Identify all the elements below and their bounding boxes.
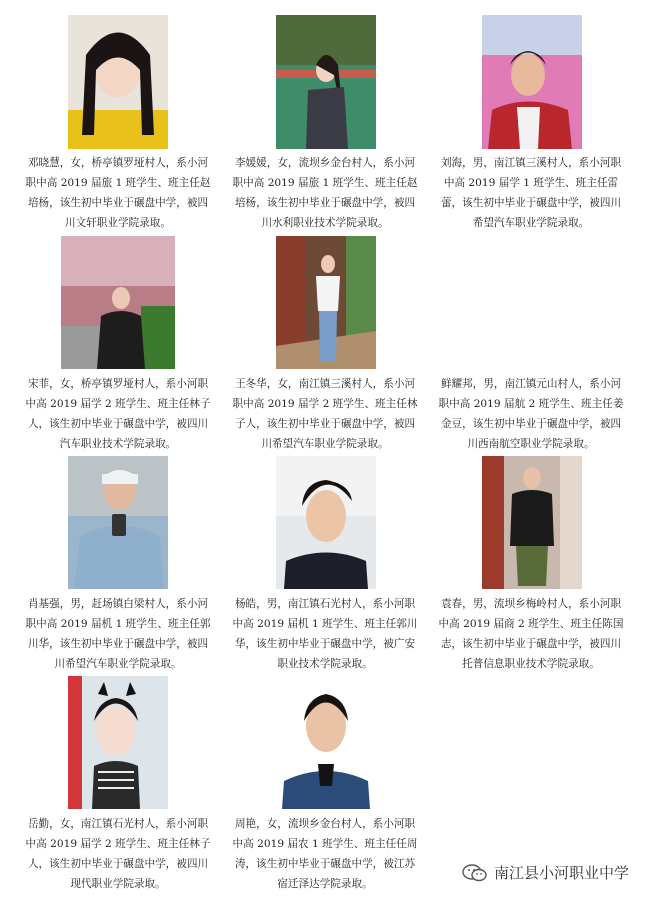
student-caption-2: 李媛媛，女，流坝乡金台村人，系小河职中高 2019 届旅 1 班学生、班主任赵培杨，该生初中毕业于碾盘中学，被四川水利职业技术学院录取。	[232, 157, 418, 229]
student-caption-11: 周艳，女，流坝乡金台村人，系小河职中高 2019 届农 1 班学生、班主任任周涛，该生初中毕业于碾盘中学，被江苏宿迁泽达学院录取。	[232, 818, 418, 890]
watermark-text: 南江县小河职业中学	[493, 864, 629, 882]
student-caption-6: 鲜耀邦，男，南江镇元山村人，系小河职中高 2019 届航 2 班学生、班主任姜金豆，该生初中毕业于碾盘中学，被四川西南航空职业学院录取。	[438, 378, 624, 450]
student-caption-4: 宋菲，女，桥亭镇罗垭村人，系小河职中高 2019 届学 2 班学生、班主任林子人，该生初中毕业于碾盘中学，被四川汽车职业技术学院录取。	[25, 378, 211, 450]
student-caption-8: 杨皓，男，南江镇石光村人，系小河职中高 2019 届机 1 班学生、班主任郭川华，该生初中毕业于碾盘中学，被广安职业技术学院录取。	[232, 598, 418, 670]
wechat-icon	[462, 863, 488, 883]
student-photo-7	[68, 456, 168, 589]
student-caption-1: 邓晓慧，女，桥亭镇罗垭村人，系小河职中高 2019 届旅 1 班学生、班主任赵培杨，该生初中毕业于碾盘中学，被四川文轩职业学院录取。	[25, 157, 211, 229]
student-photo-11	[276, 676, 376, 809]
wechat-watermark	[462, 862, 629, 883]
student-photo-4	[61, 236, 175, 369]
student-caption-9: 袁春，男，流坝乡梅岭村人，系小河职中高 2019 届商 2 班学生、班主任陈国志，该生初中毕业于碾盘中学，被四川托普信息职业技术学院录取。	[438, 598, 624, 670]
student-photo-1	[68, 15, 168, 149]
student-caption-10: 岳勤，女，南江镇石光村人，系小河职中高 2019 届学 2 班学生、班主任林子人，该生初中毕业于碾盘中学，被四川现代职业学院录取。	[25, 818, 211, 890]
student-caption-5: 王冬华，女，南江镇三溪村人，系小河职中高 2019 届学 2 班学生、班主任林子人，该生初中毕业于碾盘中学，被四川希望汽车职业学院录取。	[232, 378, 418, 450]
student-photo-5	[276, 236, 376, 369]
student-photo-8	[276, 456, 376, 589]
student-photo-9	[482, 456, 582, 589]
student-photo-3	[482, 15, 582, 149]
student-photo-2	[276, 15, 376, 149]
student-caption-7: 肖基强，男，赶场镇白梁村人，系小河职中高 2019 届机 1 班学生、班主任郭川华，该生初中毕业于碾盘中学，被四川希望汽车职业学院录取。	[25, 598, 211, 670]
student-caption-3: 刘海，男，南江镇三溪村人，系小河职中高 2019 届学 1 班学生、班主任雷蕾，该生初中毕业于碾盘中学，被四川希望汽车职业学院录取。	[440, 157, 622, 229]
student-photo-10	[68, 676, 168, 809]
